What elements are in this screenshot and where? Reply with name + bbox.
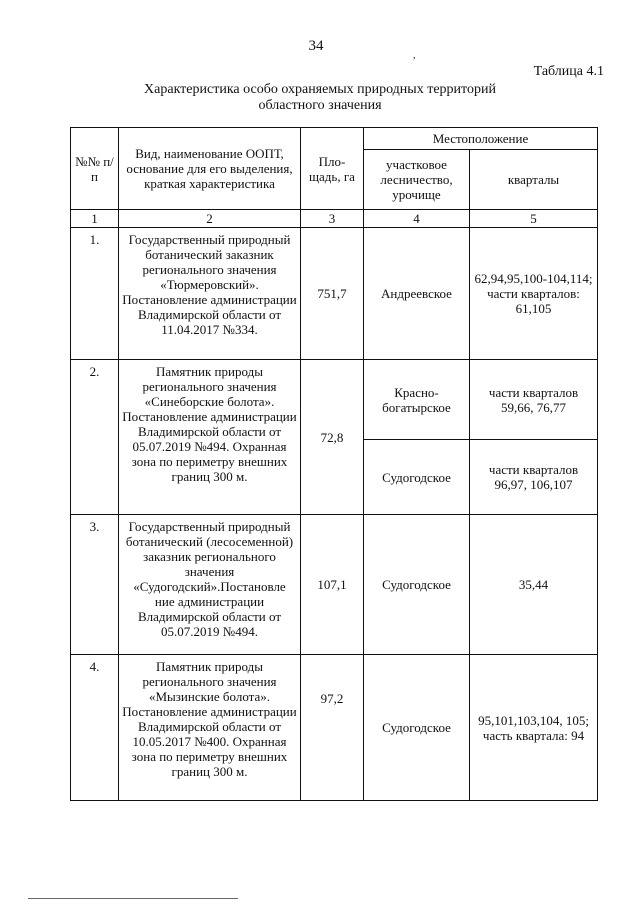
row-area: 751,7 [301,228,364,360]
protected-areas-table [70,127,598,801]
column-number: 3 [301,210,364,228]
row-num: 4. [71,655,119,801]
row-name: Памятник природы регионального значения «Синеборские болота». Постановление администрации Владимирской области от 05.07.2019 №494. Охранная зона по периметру внешних границ 300 м. [119,360,301,515]
column-number: 5 [470,210,598,228]
row-area: 72,8 [301,360,364,515]
table-row [71,655,598,801]
table-title [110,82,530,114]
column-number: 2 [119,210,301,228]
row-quarters: части кварталов 59,66, 76,77 [470,360,598,440]
row-forestry: Судогодское [364,440,470,515]
column-number: 4 [364,210,470,228]
margin-mark: , [413,50,416,61]
header-num: №№ п/п [71,128,119,210]
header-forestry: участковое лесничество, урочище [364,150,470,210]
table-row [71,228,598,360]
table-row [71,360,598,440]
table-row [71,515,598,655]
row-quarters: 35,44 [470,515,598,655]
row-name: Государственный природный ботанический заказник регионального значения «Тюрмеровский». Постановление администрации Владимирской области от 11.04.2017 №334. [119,228,301,360]
row-quarters: 62,94,95,100-104,114; части кварталов: 61,105 [470,228,598,360]
header-name: Вид, наименование ООПТ, основание для его выделения, краткая характеристика [119,128,301,210]
header-location: Местоположение [364,128,598,150]
header-quarters: кварталы [470,150,598,210]
row-forestry: Судогодское [364,515,470,655]
page-number: 34 [308,38,324,54]
row-forestry: Судогодское [364,655,470,801]
row-num: 3. [71,515,119,655]
row-forestry: Андреевское [364,228,470,360]
row-quarters: 95,101,103,104, 105; часть квартала: 94 [470,655,598,801]
column-number: 1 [71,210,119,228]
row-name: Государственный природный ботанический (лесосеменной) заказник регионального значения «Судогодский».Постановле ние администрации Владимирской области от 05.07.2019 №494. [119,515,301,655]
row-quarters: части кварталов 96,97, 106,107 [470,440,598,515]
row-forestry: Красно-богатырское [364,360,470,440]
row-area: 97,2 [301,655,364,801]
title-line-1: Характеристика особо охраняемых природных территорий [144,82,496,97]
row-num: 2. [71,360,119,515]
title-line-2: областного значения [258,98,382,113]
scan-edge-mark [28,898,238,901]
row-area: 107,1 [301,515,364,655]
row-name: Памятник природы регионального значения «Мызинские болота». Постановление администрации Владимирской области от 10.05.2017 №400. Охранная зона по периметру внешних границ 300 м. [119,655,301,801]
header-area: Пло-щадь, га [301,128,364,210]
table-label: Таблица 4.1 [533,64,604,79]
row-num: 1. [71,228,119,360]
